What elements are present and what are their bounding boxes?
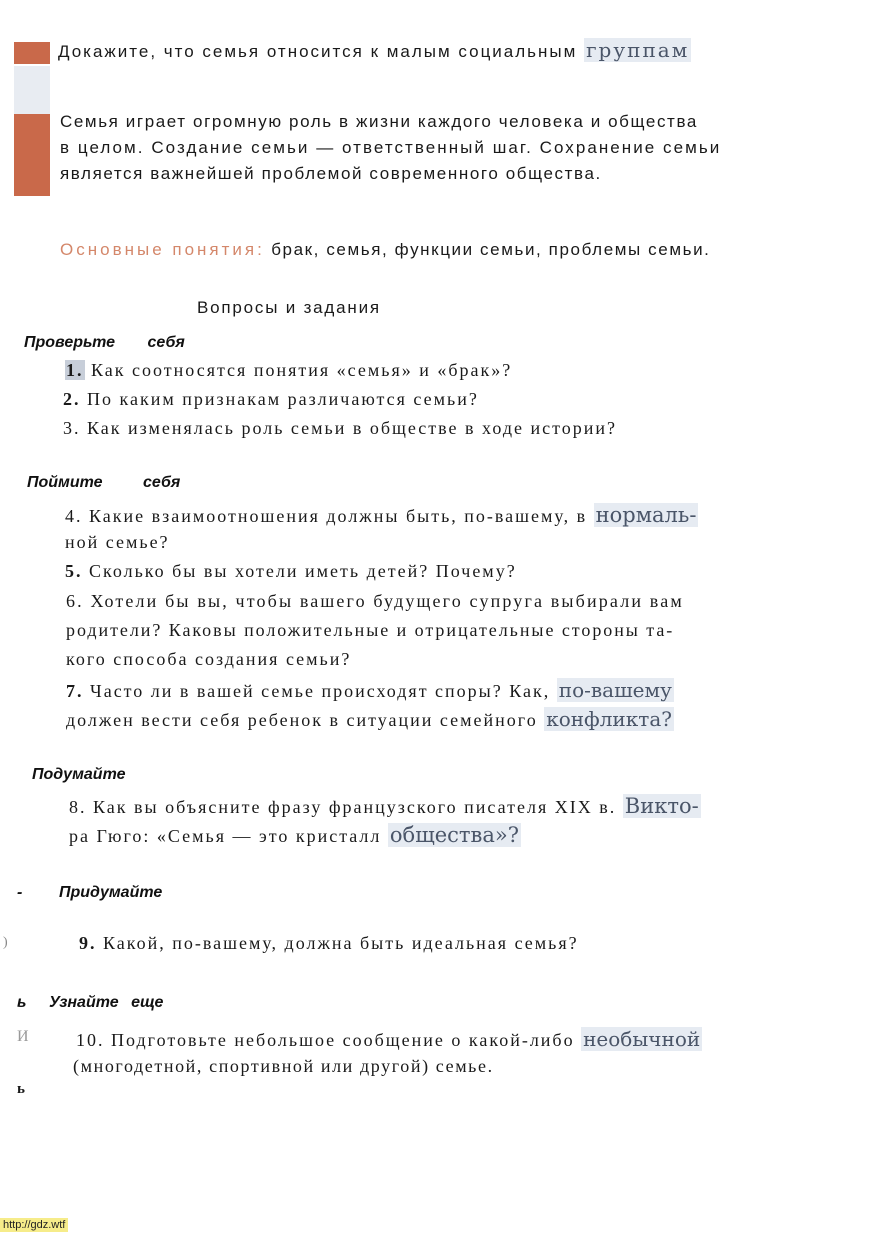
key-concepts-label: Основные понятия: [60, 240, 265, 259]
question-9-number: 9. [79, 933, 97, 953]
question-2-number: 2. [63, 389, 81, 409]
key-concepts-text: брак, семья, функции семьи, проблемы семьи. [271, 240, 711, 259]
question-4-number: 4. [65, 506, 83, 526]
question-7-number: 7. [66, 681, 84, 701]
question-8-scan-word-1: Викто- [624, 794, 699, 818]
question-3-number: 3. [63, 418, 81, 438]
intro-line-1: Семья играет огромную роль в жизни каждого человека и общества [60, 112, 698, 131]
question-7-line-1 [66, 678, 674, 702]
question-9-text: Какой, по-вашему, должна быть идеальная семья? [103, 933, 579, 953]
question-10-scan-word: необычной [583, 1027, 701, 1051]
questions-heading: Вопросы и задания [197, 298, 381, 317]
intro-line-3: является важнейшей проблемой современного общества. [60, 164, 602, 183]
margin-soft-sign-2: ь [17, 1081, 25, 1097]
section-check-heading: Проверьте себя [24, 334, 185, 351]
question-4-text: Какие взаимоотношения должны быть, по-вашему, в [89, 506, 588, 526]
intro-line-2: в целом. Создание семьи — ответственный шаг. Сохранение семьи [60, 138, 722, 157]
question-10-text: Подготовьте небольшое сообщение о какой-либо [111, 1030, 575, 1050]
question-2 [63, 389, 479, 410]
question-7-text: Часто ли в вашей семье происходят споры? Как, [90, 681, 551, 701]
question-8-number: 8. [69, 797, 87, 817]
question-9 [79, 933, 579, 954]
question-6-line-2: родители? Каковы положительные и отрицательные стороны та- [66, 620, 675, 640]
question-6-text: Хотели бы вы, чтобы вашего будущего супруга выбирали вам [90, 591, 684, 611]
question-3 [63, 418, 617, 439]
margin-letter-i: И [17, 1028, 29, 1045]
accent-bar-intro [14, 114, 50, 196]
accent-bar-ghost [14, 66, 50, 114]
question-7-scan-word-2: конфликта? [546, 707, 672, 731]
question-8-text-2: ра Гюго: «Семья — это кристалл [69, 826, 382, 846]
page-title-text: Докажите, что семья относится к малым социальным [58, 42, 578, 61]
question-10-line-2: (многодетной, спортивной или другой) семье. [73, 1056, 494, 1076]
margin-bracket: ) [3, 935, 8, 950]
question-7-scan-word-1: по-вашему [558, 678, 672, 702]
section-learn-heading: Узнайте еще [49, 994, 164, 1011]
question-7-line-2 [66, 707, 674, 731]
question-6-line-1 [66, 591, 684, 612]
question-6-line-3: кого способа создания семьи? [66, 649, 352, 669]
question-8-scan-word-2: общества»? [389, 823, 519, 847]
question-8-line-1 [69, 794, 701, 818]
question-5-text: Сколько бы вы хотели иметь детей? Почему? [89, 561, 517, 581]
question-8-line-2 [69, 823, 521, 847]
question-4-line-2: ной семье? [65, 532, 170, 552]
page-title-scan-word: группам [586, 38, 690, 62]
question-1-number: 1. [66, 360, 84, 380]
question-2-text: По каким признакам различаются семьи? [87, 389, 479, 409]
question-8-text: Как вы объясните фразу французского писателя XIX в. [93, 797, 617, 817]
question-7-text-2: должен вести себя ребенок в ситуации семейного [66, 710, 538, 730]
question-1-text: Как соотносятся понятия «семья» и «брак»? [91, 360, 513, 380]
question-1 [65, 360, 512, 381]
margin-dash: - [17, 884, 23, 901]
watermark-link[interactable]: http://gdz.wtf [0, 1218, 68, 1232]
question-5-number: 5. [65, 561, 83, 581]
question-10-number: 10. [76, 1030, 105, 1050]
section-understand-heading: Поймите себя [27, 474, 181, 491]
page-title [58, 38, 691, 62]
question-3-text: Как изменялась роль семьи в обществе в ходе истории? [87, 418, 617, 438]
question-10-line-1 [76, 1027, 702, 1051]
accent-bar-top [14, 42, 50, 64]
question-6-number: 6. [66, 591, 84, 611]
question-5 [65, 561, 517, 582]
section-invent-heading: Придумайте [59, 884, 163, 901]
section-think-heading: Подумайте [32, 766, 126, 783]
key-concepts [60, 240, 711, 260]
margin-soft-sign-1: ь [17, 994, 27, 1011]
question-4-line-1 [65, 503, 698, 527]
question-4-scan-word: нормаль- [595, 503, 697, 527]
